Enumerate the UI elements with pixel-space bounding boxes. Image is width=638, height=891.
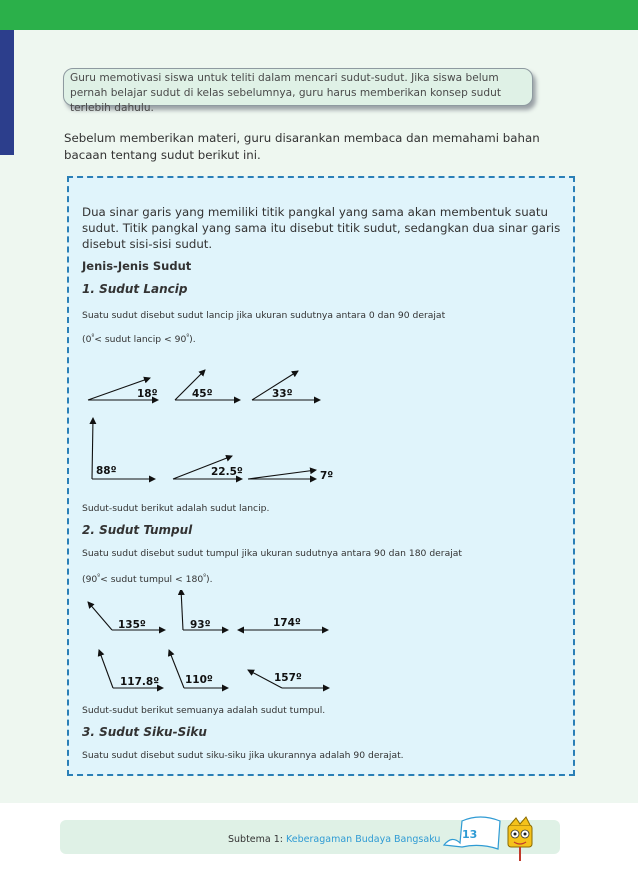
footer-subtheme: Subtema 1: Keberagaman Budaya Bangsaku xyxy=(228,834,441,845)
page-number: 13 xyxy=(462,828,478,841)
angle-label: 7º xyxy=(320,470,334,482)
pencil-mascot-icon xyxy=(508,817,532,861)
page-badge-icon xyxy=(440,815,550,865)
right-definition: Suatu sudut disebut sudut siku-siku jika ukurannya adalah 90 derajat. xyxy=(82,750,404,761)
obtuse-ray xyxy=(169,650,184,688)
intro-text: Sebelum memberikan materi, guru disarankan membaca dan memahami bahan bacaan tentang sudut berikut ini. xyxy=(64,131,540,162)
angle-label: 22.5º xyxy=(211,466,243,478)
acute-ray xyxy=(248,470,316,479)
angle-label: 135º xyxy=(118,619,146,631)
acute-conclusion: Sudut-sudut berikut adalah sudut lancip. xyxy=(82,503,270,514)
obtuse-conclusion: Sudut-sudut berikut semuanya adalah sudut tumpul. xyxy=(82,705,326,716)
footer-subtheme-title: Keberagaman Budaya Bangsaku xyxy=(286,834,441,845)
section-right-title: 3. Sudut Siku-Siku xyxy=(82,725,207,739)
teacher-note: Guru memotivasi siswa untuk teliti dalam mencari sudut-sudut. Jika siswa belum pernah belajar sudut di kelas sebelumnya, guru harus memberikan konsep sudut terlebih dahulu. xyxy=(63,68,533,106)
angle-label: 174º xyxy=(273,617,301,629)
angle-label: 88º xyxy=(96,465,117,477)
top-bar xyxy=(0,0,638,30)
definition-paragraph: Dua sinar garis yang memiliki titik pangkal yang sama akan membentuk suatu sudut. Titik pangkal yang sama itu disebut titik sudut, sedangkan dua sinar garis disebut sisi-sisi sudut. xyxy=(82,205,561,251)
obtuse-range: ($90^º<$ sudut tumpul < $180^º$). xyxy=(82,573,213,586)
section-acute-title: 1. Sudut Lancip xyxy=(82,282,188,296)
obtuse-ray xyxy=(88,602,112,630)
obtuse-ray xyxy=(99,650,113,688)
angle-label: 117.8º xyxy=(120,676,160,688)
acute-range: ($0^º<$ sudut lancip < $90^º$). xyxy=(82,333,196,346)
angle-label: 18º xyxy=(137,388,158,400)
section-obtuse-title: 2. Sudut Tumpul xyxy=(82,523,193,537)
angle-label: 33º xyxy=(272,388,293,400)
acute-angles-figure xyxy=(80,362,350,487)
angle-label: 110º xyxy=(185,674,213,686)
angle-label: 157º xyxy=(274,672,302,684)
obtuse-angles-figure xyxy=(80,590,350,695)
angle-label: 45º xyxy=(192,388,213,400)
types-heading: Jenis-Jenis Sudut xyxy=(82,259,192,273)
obtuse-ray xyxy=(181,590,183,630)
acute-ray xyxy=(92,418,93,479)
left-stripe xyxy=(0,30,14,155)
acute-definition: Suatu sudut disebut sudut lancip jika ukuran sudutnya antara 0 dan 90 derajat xyxy=(82,310,446,321)
obtuse-definition: Suatu sudut disebut sudut tumpul jika ukuran sudutnya antara 90 dan 180 derajat xyxy=(82,548,462,559)
angle-label: 93º xyxy=(190,619,211,631)
